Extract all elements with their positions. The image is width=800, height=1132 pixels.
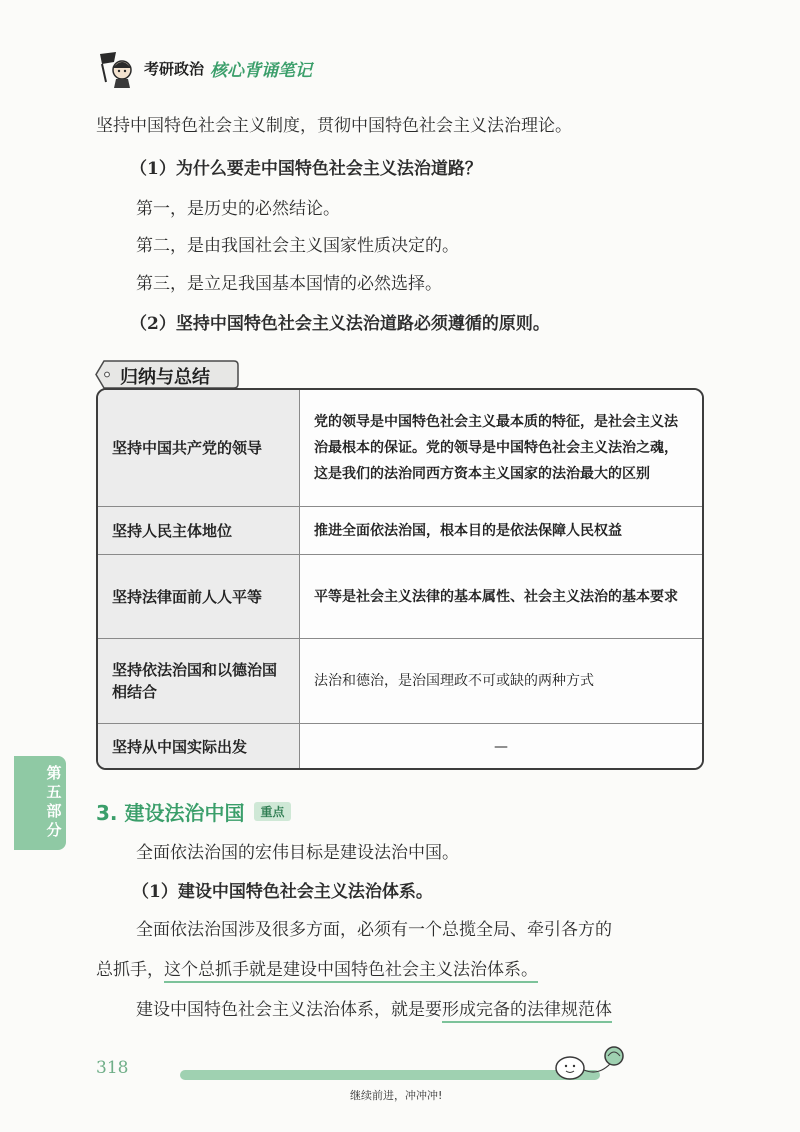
section-heading <box>96 796 291 826</box>
page-number: 318 <box>96 1058 129 1078</box>
explanation-cell: — <box>300 724 702 770</box>
reason-item: 第二，是由我国社会主义国家性质决定的。 <box>136 236 459 256</box>
principle-cell: 坚持人民主体地位 <box>98 507 300 554</box>
part-side-tab <box>14 756 66 850</box>
explanation-cell: 党的领导是中国特色社会主义最本质的特征，是社会主义法治最根本的保证。党的领导是中国特色社会主义法治之魂，这是我们的法治同西方资本主义国家的法治最大的区别 <box>300 390 702 506</box>
summary-tag <box>94 359 239 390</box>
principle-cell: 坚持依法治国和以德治国相结合 <box>98 639 300 723</box>
explanation-cell: 法治和德治，是治国理政不可或缺的两种方式 <box>300 639 702 723</box>
paragraph-text: 总抓手， <box>96 960 164 980</box>
explanation-cell: 推进全面依法治国，根本目的是依法保障人民权益 <box>300 507 702 554</box>
book-title: 考研政治 <box>144 59 205 78</box>
principle-cell: 坚持中国共产党的领导 <box>98 390 300 506</box>
underlined-key-sentence: 形成完备的法律规范体 <box>442 1000 612 1023</box>
footer-caption: 继续前进，冲冲冲! <box>350 1089 443 1102</box>
table-row <box>98 639 702 723</box>
summary-table <box>96 388 704 770</box>
footer-mascot-icon <box>548 1042 628 1082</box>
key-point-badge: 重点 <box>254 802 290 821</box>
reason-item: 第一，是历史的必然结论。 <box>136 199 340 219</box>
part-side-tab-label: 第五部分 <box>46 764 62 839</box>
paragraph-line: 全面依法治国涉及很多方面，必须有一个总揽全局、牵引各方的 <box>136 920 612 940</box>
paragraph-line: 全面依法治国的宏伟目标是建设法治中国。 <box>136 843 459 863</box>
paragraph-line <box>96 958 538 982</box>
table-row <box>98 390 702 506</box>
mascot-flag-icon <box>96 48 136 88</box>
question-heading: （1）建设中国特色社会主义法治体系。 <box>132 882 433 902</box>
table-row <box>98 555 702 638</box>
paragraph-line <box>136 998 612 1022</box>
summary-tag-label: 归纳与总结 <box>120 367 210 388</box>
paragraph-text: 建设中国特色社会主义法治体系，就是要 <box>136 1000 442 1020</box>
table-row <box>98 507 702 554</box>
explanation-cell: 平等是社会主义法律的基本属性、社会主义法治的基本要求 <box>300 555 702 638</box>
paragraph-line: 坚持中国特色社会主义制度，贯彻中国特色社会主义法治理论。 <box>96 116 572 136</box>
section-title: 3. 建设法治中国 <box>96 800 245 825</box>
reason-item: 第三，是立足我国基本国情的必然选择。 <box>136 274 442 294</box>
page-header <box>96 48 312 88</box>
question-heading: （1）为什么要走中国特色社会主义法治道路？ <box>130 159 482 179</box>
table-row <box>98 724 702 770</box>
question-heading: （2）坚持中国特色社会主义法治道路必须遵循的原则。 <box>130 314 550 334</box>
principle-cell: 坚持法律面前人人平等 <box>98 555 300 638</box>
footer-progress-bar <box>180 1070 600 1080</box>
book-subtitle: 核心背诵笔记 <box>210 60 313 81</box>
underlined-key-sentence: 这个总抓手就是建设中国特色社会主义法治体系。 <box>164 960 538 983</box>
principle-cell: 坚持从中国实际出发 <box>98 724 300 770</box>
